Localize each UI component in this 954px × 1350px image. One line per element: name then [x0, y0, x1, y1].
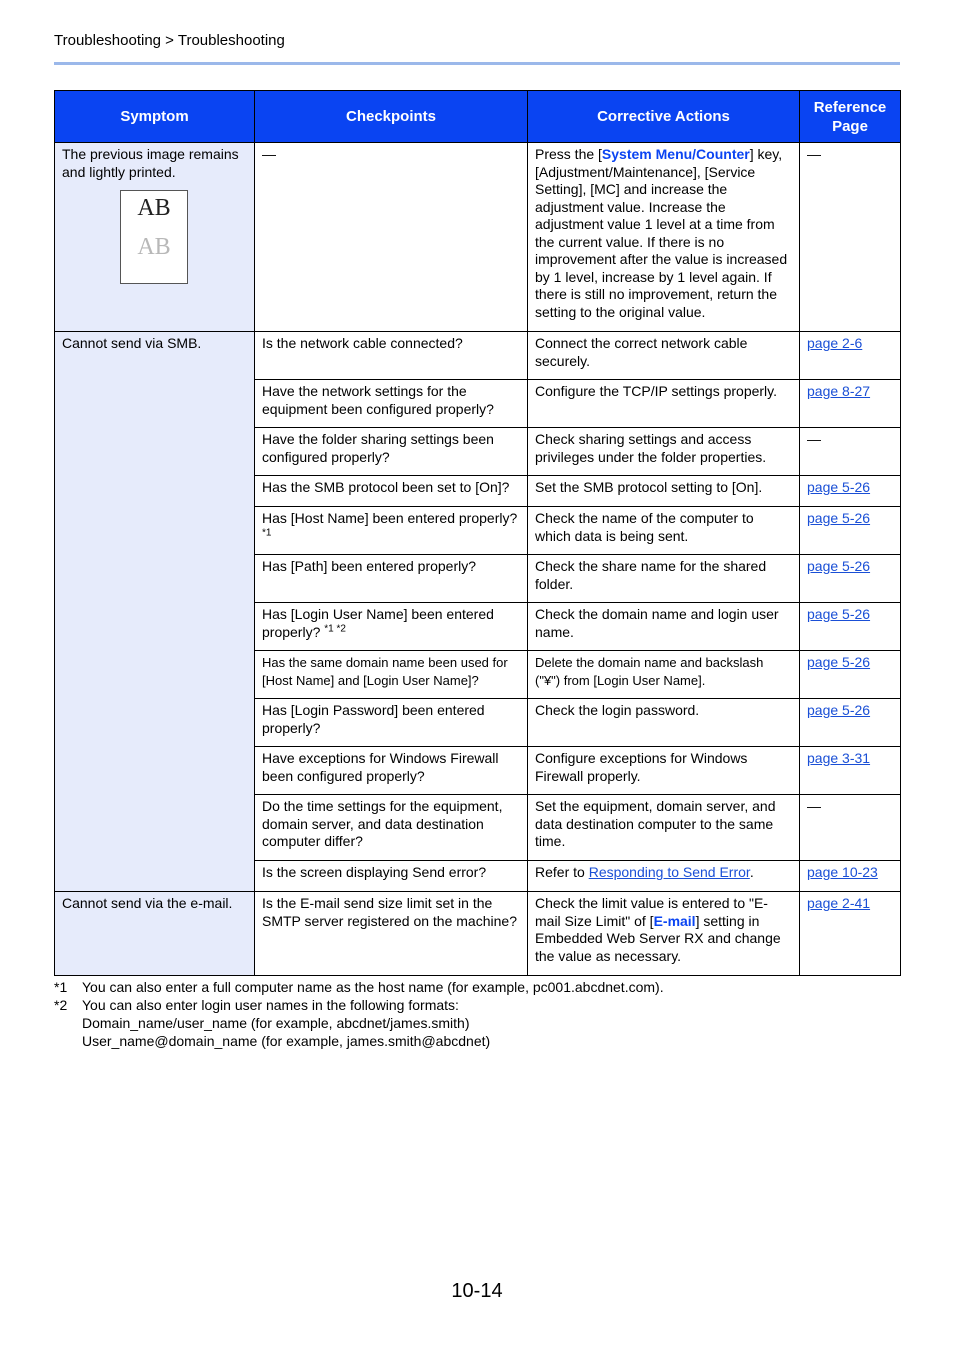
symptom-text: The previous image remains and lightly printed. [62, 146, 239, 180]
reference-cell [800, 603, 901, 651]
reference-link[interactable]: page 5-26 [807, 606, 871, 622]
footnote-format-line: Domain_name/user_name (for example, abcdnet/james.smith) [82, 1015, 470, 1031]
reference-link[interactable]: page 5-26 [807, 702, 871, 718]
footnote-text: You can also enter a full computer name as the host name (for example, pc001.abcdnet.com). [82, 979, 664, 995]
table-header-row [55, 91, 901, 143]
checkpoint-cell [255, 603, 528, 651]
reference-cell [800, 332, 901, 380]
reference-link[interactable]: page 2-41 [807, 895, 871, 911]
action-text: Press the [ [535, 146, 602, 162]
reference-cell [800, 476, 901, 507]
header-checkpoints: Checkpoints [255, 91, 528, 143]
action-text: . [749, 864, 754, 880]
checkpoint-cell: Do the time settings for the equipment, domain server, and data destination computer differ? [255, 795, 528, 861]
symptom-cell [55, 143, 255, 332]
header-symptom: Symptom [55, 91, 255, 143]
reference-cell: — [800, 143, 901, 332]
key-name: E-mail [653, 912, 696, 929]
action-cell: Configure exceptions for Windows Firewall properly. [528, 747, 800, 795]
checkpoint-cell: Is the screen displaying Send error? [255, 861, 528, 892]
symptom-cell: Cannot send via the e-mail. [55, 892, 255, 976]
action-text: ] key, [Adjustment/Maintenance], [Service Setting], [MC] and increase the adjustment value. Increase the adjustment value 1 level at a time from the current value. If there is no improvement after the value is increased by 1 level, increase by 1 level again. If there is still no improvement, return the setting to the original value. [535, 146, 788, 320]
checkpoint-text: Has [Host Name] been entered properly? [262, 510, 518, 526]
reference-cell [800, 380, 901, 428]
reference-cell: — [800, 428, 901, 476]
header-corrective-actions: Corrective Actions [528, 91, 800, 143]
illustration-text-dark: AB [137, 195, 171, 221]
action-cell: Configure the TCP/IP settings properly. [528, 380, 800, 428]
header-rule [54, 62, 900, 65]
reference-cell [800, 747, 901, 795]
reference-cell: — [800, 795, 901, 861]
reference-cell [800, 699, 901, 747]
footnote-mark: *2 [54, 997, 68, 1013]
key-name: System Menu/Counter [601, 146, 750, 162]
reference-link[interactable]: page 5-26 [807, 479, 871, 495]
footnote [54, 996, 664, 1050]
checkpoint-text: Has [Login User Name] been entered properly? [262, 606, 494, 640]
footnote-ref: *1 *2 [324, 622, 346, 634]
action-cell [528, 892, 800, 976]
action-text: Refer to [535, 864, 589, 880]
footnote-text: You can also enter login user names in the following formats: [82, 997, 459, 1013]
checkpoint-cell: Has the SMB protocol been set to [On]? [255, 476, 528, 507]
action-cell: Connect the correct network cable securely. [528, 332, 800, 380]
action-cell: Check sharing settings and access privileges under the folder properties. [528, 428, 800, 476]
table-row [55, 143, 901, 332]
checkpoint-cell: Have the folder sharing settings been configured properly? [255, 428, 528, 476]
reference-link[interactable]: page 2-6 [807, 335, 863, 351]
footnote-format-line: User_name@domain_name (for example, james.smith@abcdnet) [82, 1033, 491, 1049]
table-row [55, 332, 901, 380]
table-row [55, 892, 901, 976]
checkpoint-cell: Have the network settings for the equipment been configured properly? [255, 380, 528, 428]
action-cell [528, 143, 800, 332]
footnote-ref: *1 [262, 526, 272, 538]
reference-link[interactable]: page 5-26 [807, 654, 871, 670]
reference-link[interactable]: page 3-31 [807, 750, 871, 766]
action-text: Check the limit value is entered to "E-mail Size Limit" of [ [535, 895, 768, 929]
reference-cell [800, 651, 901, 699]
reference-link[interactable]: page 5-26 [807, 558, 871, 574]
reference-link[interactable]: page 5-26 [807, 510, 871, 526]
troubleshooting-table [54, 90, 901, 976]
action-cell: Check the name of the computer to which data is being sent. [528, 507, 800, 555]
action-cell: Check the domain name and login user name. [528, 603, 800, 651]
reference-cell [800, 507, 901, 555]
action-cell: Check the share name for the shared folder. [528, 555, 800, 603]
checkpoint-cell [255, 507, 528, 555]
reference-link[interactable]: page 10-23 [807, 864, 878, 880]
header-reference-page: Reference Page [800, 91, 901, 143]
symptom-cell: Cannot send via SMB. [55, 332, 255, 892]
footnote-mark: *1 [54, 979, 68, 995]
breadcrumb: Troubleshooting > Troubleshooting [54, 32, 285, 49]
footnotes [54, 978, 664, 1050]
reference-cell [800, 861, 901, 892]
checkpoint-cell: Has [Login Password] been entered properly? [255, 699, 528, 747]
action-cell [528, 861, 800, 892]
action-text: ] setting in Embedded Web Server RX and change the value as necessary. [535, 912, 781, 964]
page-number: 10-14 [451, 1280, 503, 1302]
checkpoint-cell: — [255, 143, 528, 332]
reference-link[interactable]: page 8-27 [807, 383, 871, 399]
action-cell: Delete the domain name and backslash ("¥") from [Login User Name]. [528, 651, 800, 699]
checkpoint-cell: Have exceptions for Windows Firewall been configured properly? [255, 747, 528, 795]
checkpoint-cell: Has [Path] been entered properly? [255, 555, 528, 603]
checkpoint-cell: Is the network cable connected? [255, 332, 528, 380]
footnote [54, 978, 664, 996]
action-cell: Set the SMB protocol setting to [On]. [528, 476, 800, 507]
illustration-text-ghost: AB [137, 234, 171, 260]
action-cell: Check the login password. [528, 699, 800, 747]
reference-cell [800, 892, 901, 976]
action-cell: Set the equipment, domain server, and data destination computer to the same time. [528, 795, 800, 861]
reference-cell [800, 555, 901, 603]
checkpoint-cell: Is the E-mail send size limit set in the SMTP server registered on the machine? [255, 892, 528, 976]
ghost-image-illustration [120, 190, 188, 284]
responding-to-send-error-link[interactable]: Responding to Send Error [588, 864, 750, 880]
checkpoint-cell: Has the same domain name been used for [Host Name] and [Login User Name]? [255, 651, 528, 699]
